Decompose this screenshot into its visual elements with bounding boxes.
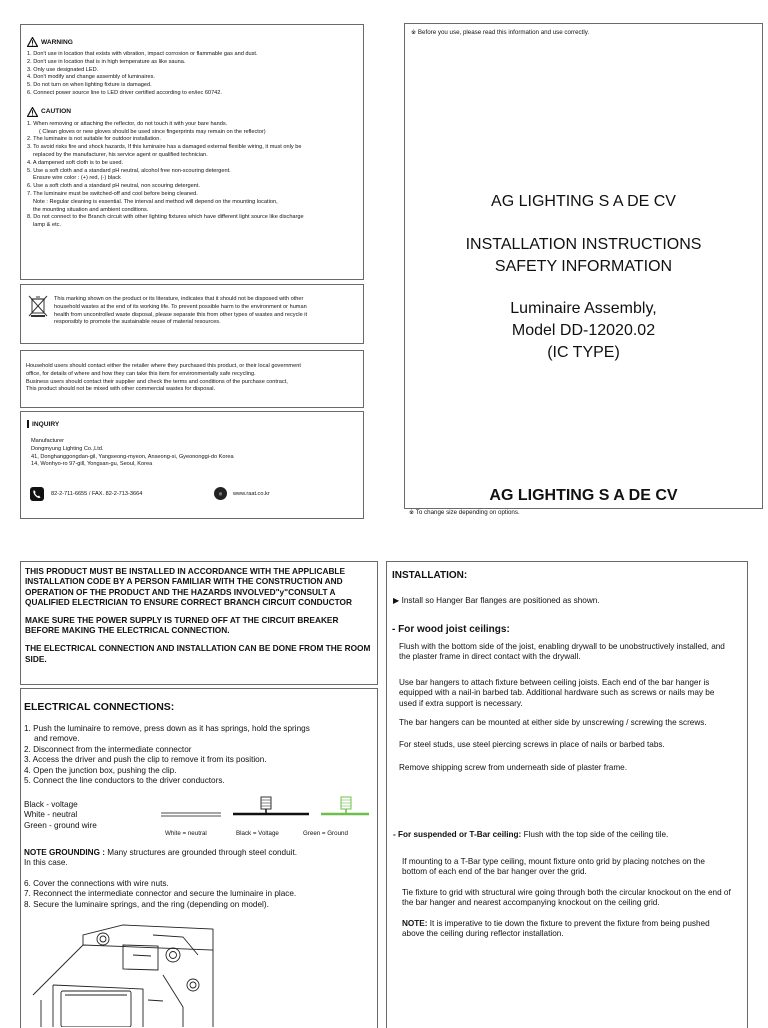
step-item: 4. Open the junction box, pushing the clip.: [24, 765, 177, 775]
household-text: [26, 363, 301, 394]
list-item: Ensure wire color : (+) red, (-) black: [33, 175, 121, 182]
tbar-heading: [393, 830, 668, 840]
green-wire-illustration: [321, 797, 369, 814]
list-item: 7. The luminaire must be switched-off and cool before being cleaned.: [27, 190, 198, 197]
warning-list: [27, 51, 355, 98]
installation-bullet: [393, 596, 600, 606]
notice-paragraph-1: THIS PRODUCT MUST BE INSTALLED IN ACCORDANCE WITH THE APPLICABLE INSTALLATION CODE BY A PERSON FAMILIAR WITH THE CONSTRUCTION AND OPERATION OF THE PRODUCT AND THE HAZARDS INVOLVED"y"CONSULT A QUALIFIED ELECTRICIAN TO ENSURE CORRECT BRANCH CIRCUIT CONDUCTOR: [25, 566, 352, 608]
crossed-bin-icon: [27, 294, 49, 318]
electrical-steps: [24, 724, 374, 786]
warning-triangle-icon: [27, 37, 38, 47]
step-item: 5. Connect the line conductors to the driver conductors.: [24, 776, 225, 786]
step-item: 3. Access the driver and push the clip to remove it from its position.: [24, 755, 267, 765]
cover-panel: [404, 23, 763, 509]
list-item: 4. A dampened soft cloth is to be used.: [27, 159, 124, 166]
legend-item: Green - ground wire: [24, 820, 97, 830]
globe-icon: ◎: [218, 491, 223, 496]
wood-paragraph: For steel studs, use steel piercing screws in place of nails or barbed tabs.: [399, 740, 665, 750]
cover-company-bottom: AG LIGHTING S A DE CV: [489, 487, 678, 504]
grounding-note: [24, 848, 374, 869]
black-wire-illustration: [233, 797, 309, 814]
step-item: 7. Reconnect the intermediate connector and secure the luminaire in place.: [24, 889, 297, 899]
wood-title: - For wood joist ceilings:: [392, 624, 510, 635]
caution-title: CAUTION: [41, 108, 72, 116]
tbar-note-text: It is imperative to tie down the fixture to prevent the fixture from being pushed above the ceiling during reflector installation.: [402, 918, 710, 939]
inquiry-line: 14, Wonhyo-ro 97-gill, Yongsan-gu, Seoul, Korea: [31, 461, 153, 468]
tbar-title-rest: Flush with the top side of the ceiling tile.: [521, 830, 669, 839]
grounding-note-label: NOTE GROUNDING :: [24, 848, 105, 857]
notice-paragraph-2: MAKE SURE THE POWER SUPPLY IS TURNED OFF AT THE CIRCUIT BREAKER BEFORE MAKING THE ELECTRICAL CONNECTION.: [25, 614, 339, 636]
inquiry-bar-icon: [27, 420, 29, 428]
cover-model-line-1: Luminaire Assembly,: [510, 300, 657, 317]
list-item: 4. Don't modify and change assembly of luminaires.: [27, 74, 155, 81]
household-line: This product should not be mixed with other commercial wastes for disposal.: [26, 386, 216, 393]
list-item: the mounting situation and ambient conditions.: [33, 206, 149, 213]
cover-heading-1: INSTALLATION INSTRUCTIONS: [465, 236, 702, 253]
wood-paragraph: Remove shipping screw from underneath side of plaster frame.: [399, 762, 627, 772]
list-item: 2. The luminaire is not suitable for outdoor installation.: [27, 136, 161, 143]
legend-item: White - neutral: [24, 810, 78, 820]
notice-panel: [20, 561, 378, 685]
list-item: 1. When removing or attaching the reflector, do not touch it with your bare hands.: [27, 120, 228, 127]
list-item: 5. Do not turn on when lighting fixture is damaged.: [27, 82, 152, 89]
fixture-illustration: [23, 915, 223, 1027]
wire-legend: [24, 800, 97, 831]
weee-line: household wastes at the end of its working life. To prevent possible harm to the environment or human: [54, 303, 307, 310]
list-item: 8. Do not connect to the Branch circuit with other lighting fixtures which have different light source like discharge: [27, 214, 304, 221]
household-line: Business users should contact their supplier and check the terms and conditions of the purchase contract,: [26, 378, 288, 385]
grounding-note-text: Many structures are grounded through steel conduit.: [104, 848, 298, 857]
tbar-paragraph: Tie fixture to grid with structural wire going through both the circular knockout on the end of the bar hanger and nearest accompanying knockout on the ceiling grid.: [402, 887, 731, 908]
tbar-paragraph: If mounting to a T-Bar type ceiling, mount fixture onto grid by placing notches on the bottom of each end of the bar hanger over the grid.: [402, 857, 705, 877]
warning-caution-panel: [20, 24, 364, 280]
caution-list: [27, 121, 355, 230]
step-item: and remove.: [34, 734, 80, 744]
list-item: 3. Only use designated LED.: [27, 66, 99, 73]
list-item: 6. Use a soft cloth and a standard pH neutral, non scouring detergent.: [27, 183, 200, 190]
inquiry-line: 41, Donghanggongdan-gil, Yangseong-myeon, Anseong-si, Gyeononggi-do Korea: [31, 453, 234, 460]
inquiry-line: Manufacturer: [31, 438, 64, 444]
notice-paragraph-3: THE ELECTRICAL CONNECTION AND INSTALLATION CAN BE DONE FROM THE ROOM SIDE.: [25, 643, 371, 664]
wire-label-green: Green = Ground: [303, 830, 348, 837]
list-item: replaced by the manufacturer, his service agent or qualified technician.: [33, 151, 208, 158]
caution-header: [27, 107, 355, 117]
weee-panel: [20, 284, 364, 344]
inquiry-address: [31, 438, 234, 469]
household-panel: [20, 350, 364, 408]
weee-line: health from uncontrolled waste disposal, please separate this from other types of wastes and recycle it: [54, 311, 308, 318]
cover-company: AG LIGHTING S A DE CV: [491, 193, 676, 210]
list-item: Note : Regular cleaning is essential. The interval and method will depend on the mounting location,: [33, 198, 278, 205]
electrical-panel: [20, 688, 378, 1028]
weee-line: This marking shown on the product or its literature, indicates that it should not be disposed with other: [54, 296, 304, 302]
installation-title: INSTALLATION:: [392, 570, 468, 581]
tbar-section: [402, 857, 732, 948]
electrical-title: ELECTRICAL CONNECTIONS:: [24, 701, 175, 713]
legend-item: Black - voltage: [24, 800, 78, 809]
installation-bullet-text: Install so Hanger Bar flanges are positioned as shown.: [401, 596, 600, 605]
cover-heading-2: SAFETY INFORMATION: [494, 258, 673, 275]
phone-icon: [30, 487, 44, 501]
inquiry-line: Dongmyung Lighting Co.,Ltd.: [31, 445, 104, 452]
inquiry-title: INQUIRY: [32, 420, 60, 428]
grounding-note-text-2: In this case.: [24, 858, 68, 868]
wood-paragraph: Flush with the bottom side of the joist, enabling drywall to be unobstructively installed, and the plaster frame in direct contact with the drywall.: [399, 642, 725, 662]
wood-paragraph: Use bar hangers to attach fixture between ceiling joists. Each end of the bar hanger is equipped with a nail-in barbed tab. Additional hardware such as screws or nails may be used if extra support is necessary.: [399, 677, 715, 708]
wire-label-black: Black = Voltage: [236, 830, 279, 837]
list-item: 5. Use a soft cloth and a standard pH neutral, alcohol free non-scouring detergent.: [27, 167, 231, 174]
inquiry-header: [27, 420, 59, 428]
web-badge: [214, 487, 227, 500]
wire-diagram: [161, 789, 371, 829]
web-text: www.raat.co.kr: [233, 491, 270, 497]
caution-triangle-icon: [27, 107, 38, 117]
bullet-arrow-icon: ▶: [393, 596, 400, 605]
list-item: 6. Connect power source line to LED driver certified according to en/iec 60742.: [27, 89, 222, 96]
list-item: 3. To avoid risks fire and shock hazards, If this luminaire has a damaged external flexible wiring, it must only be: [27, 144, 302, 151]
weee-text: [54, 296, 307, 327]
warning-header: [27, 37, 355, 47]
tbar-note-label: NOTE:: [402, 918, 428, 928]
cover-bottom-note: ※ To change size depending on options.: [409, 509, 520, 516]
list-item: 1. Don't use in location that exists with vibration, impact corrosion or flammable gas and dust.: [27, 51, 258, 57]
household-line: office, for details of where and how they can take this item for environmentally safe recycling.: [26, 370, 256, 377]
step-item: 2. Disconnect from the intermediate connector: [24, 744, 192, 754]
wood-section: [399, 642, 729, 782]
tbar-title: - For suspended or T-Bar ceiling:: [393, 830, 522, 839]
warning-title: WARNING: [41, 38, 73, 46]
phone-badge: [30, 487, 44, 501]
phone-text: 82-2-711-6655 / FAX. 82-2-713-3664: [51, 491, 143, 497]
cover-model-line-2: Model DD-12020.02: [511, 322, 656, 339]
list-item: lamp & etc.: [33, 222, 61, 229]
inquiry-panel: [20, 411, 364, 519]
wood-paragraph: The bar hangers can be mounted at either side by unscrewing / screwing the screws.: [399, 718, 707, 728]
weee-line: responsibly to promote the sustainable reuse of material resources.: [54, 319, 221, 326]
white-wire-illustration: [161, 813, 221, 816]
cover-top-note: ※ Before you use, please read this information and use correctly.: [411, 29, 590, 36]
list-item: 2. Don't use in location that is in high temperature as like sauna.: [27, 58, 186, 65]
list-item: ( Clean gloves or new gloves should be used since fingerprints may remain on the reflector): [39, 128, 266, 135]
step-item: 1. Push the luminaire to remove, press down as it has springs, hold the springs: [24, 724, 310, 733]
tbar-note: [402, 919, 732, 940]
step-item: 8. Secure the luminaire springs, and the ring (depending on model).: [24, 899, 269, 909]
electrical-steps-2: [24, 879, 374, 910]
installation-panel: [386, 561, 748, 1028]
wire-label-white: White = neutral: [165, 830, 207, 837]
step-item: 6. Cover the connections with wire nuts.: [24, 879, 169, 888]
household-line: Household users should contact either the retailer where they purchased this product, or their local government: [26, 363, 301, 369]
cover-model-line-3: (IC TYPE): [547, 344, 620, 361]
